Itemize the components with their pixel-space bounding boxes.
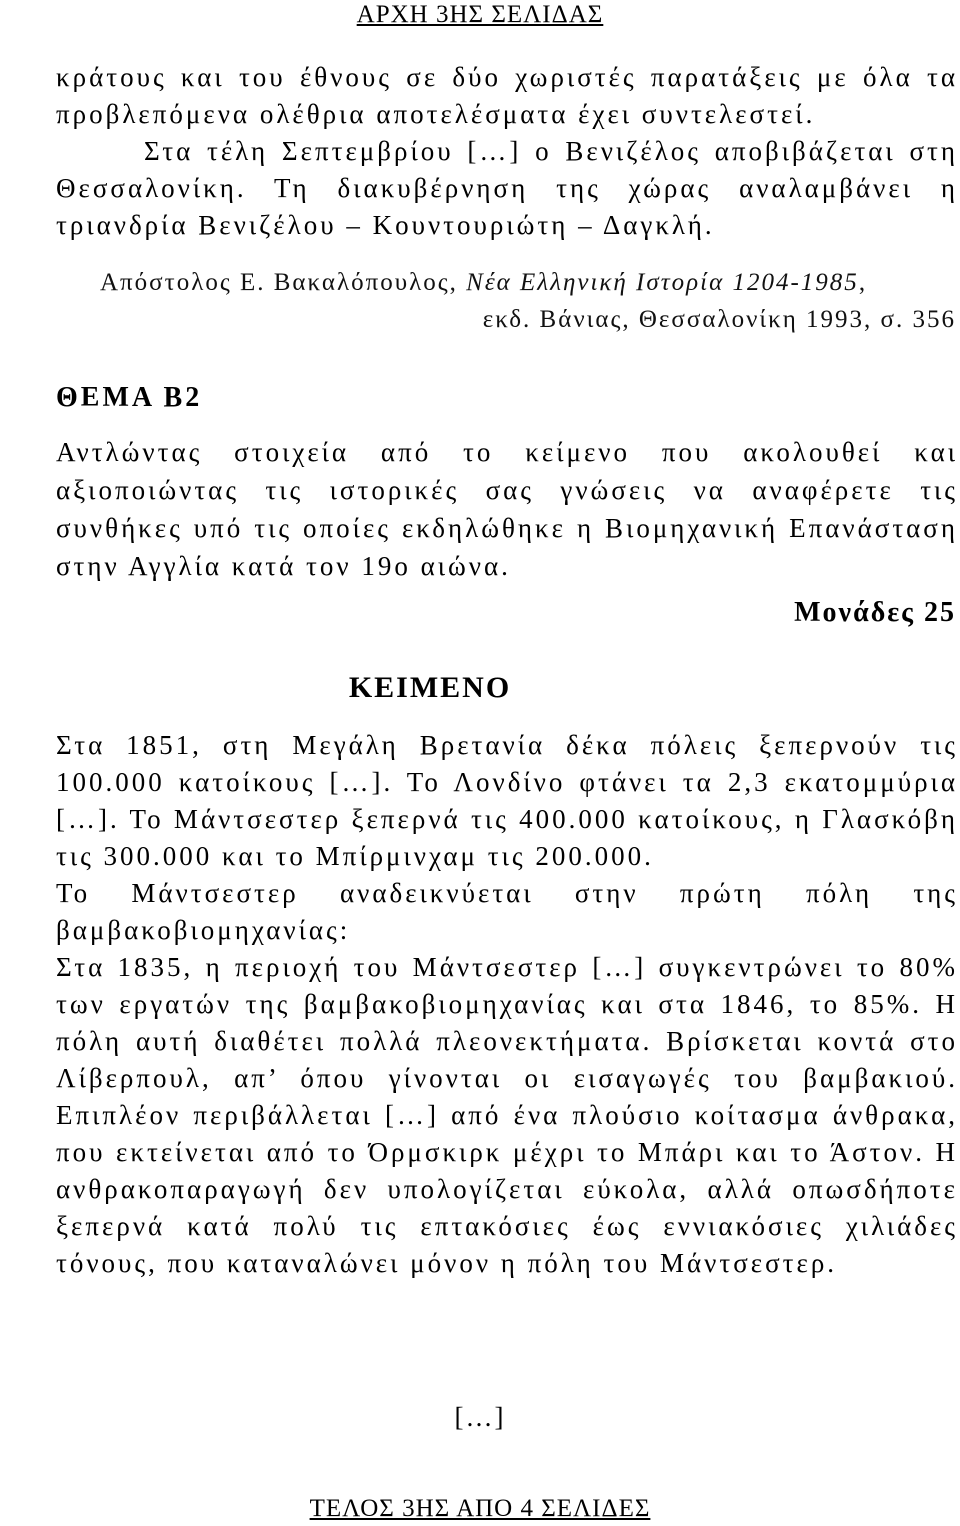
topic-heading: ΘΕΜΑ Β2 (56, 382, 203, 413)
source-paragraph-3: Στα 1835, η περιοχή του Μάντσεστερ […] συγκεντρώνει το 80% των εργατών της βαμβακοβιομηχανίας και στα 1846, το 85%. Η πόλη αυτή διαθέτει πολλά πλεονεκτήματα. Βρίσκεται κοντά στο Λίβερπουλ, απ’ όπου γίνονται οι εισαγωγές του βαμβακιού. Επιπλέον περιβάλλεται […] από ένα πλούσιο κοίτασμα άνθρακα, που εκτείνεται από το Όρμσκιρκ μέχρι το Μπάρι και το Άστον. Η ανθρακοπαραγωγή δεν υπολογίζεται εύκολα, αλλά οπωσδήποτε ξεπερνά κατά πολύ τις επτακόσιες έως εννιακόσιες χιλιάδες τόνους, που καταναλώνει μόνον η πόλη του Μάντσεστερ. (56, 952, 958, 1278)
citation-author: Απόστολος Ε. Βακαλόπουλος, (100, 269, 467, 296)
citation-comma: , (858, 269, 868, 296)
omission-marker: […] (454, 1402, 506, 1432)
question-text: Αντλώντας στοιχεία από το κείμενο που ακολουθεί και αξιοποιώντας τις ιστορικές σας γνώσεις να αναφέρετε τις συνθήκες υπό τις οποίες εκδηλώθηκε η Βιομηχανική Επανάσταση στην Αγγλία κατά τον 19ο αιώνα. (56, 437, 958, 581)
source-paragraph-2: Το Μάντσεστερ αναδεικνύεται στην πρώτη πόλη της βαμβακοβιομηχανίας: (56, 878, 958, 945)
citation-work-title: Νέα Ελληνική Ιστορία 1204-1985 (466, 269, 859, 296)
source-heading: ΚΕΙΜΕΝΟ (348, 671, 512, 704)
source-citation (100, 264, 958, 338)
topic-question (56, 433, 958, 585)
intro-paragraph-1: κράτους και του έθνους σε δύο χωριστές παρατάξεις με όλα τα προβλεπόμενα ολέθρια αποτελέσματα έχει συντελεστεί. (56, 62, 958, 129)
intro-paragraph-2: Στα τέλη Σεπτεμβρίου […] ο Βενιζέλος αποβιβάζεται στη Θεσσαλονίκη. Τη διακυβέρνηση της χώρας αναλαμβάνει η τριανδρία Βενιζέλου – Κουντουριώτη – Δαγκλή. (56, 136, 958, 240)
citation-publisher: εκδ. Βάνιας, Θεσσαλονίκη 1993, σ. 356 (482, 306, 956, 333)
points-label: Μονάδες 25 (794, 597, 956, 628)
citation-line-1 (100, 264, 958, 301)
source-text (56, 727, 958, 1282)
page-start-marker: ΑΡΧΗ 3ΗΣ ΣΕΛΙΔΑΣ (356, 1, 604, 28)
source-paragraph-1: Στα 1851, στη Μεγάλη Βρετανία δέκα πόλεις ξεπερνούν τις 100.000 κατοίκους […]. Το Λονδίνο φτάνει τα 2,3 εκατομμύρια […]. Το Μάντσεστερ ξεπερνά τις 400.000 κατοίκους, η Γλασκόβη τις 300.000 και το Μπίρμινχαμ τις 200.000. (56, 730, 958, 871)
intro-text (56, 59, 958, 244)
page-end-marker: ΤΕΛΟΣ 3ΗΣ ΑΠΟ 4 ΣΕΛΙΔΕΣ (309, 1495, 651, 1522)
